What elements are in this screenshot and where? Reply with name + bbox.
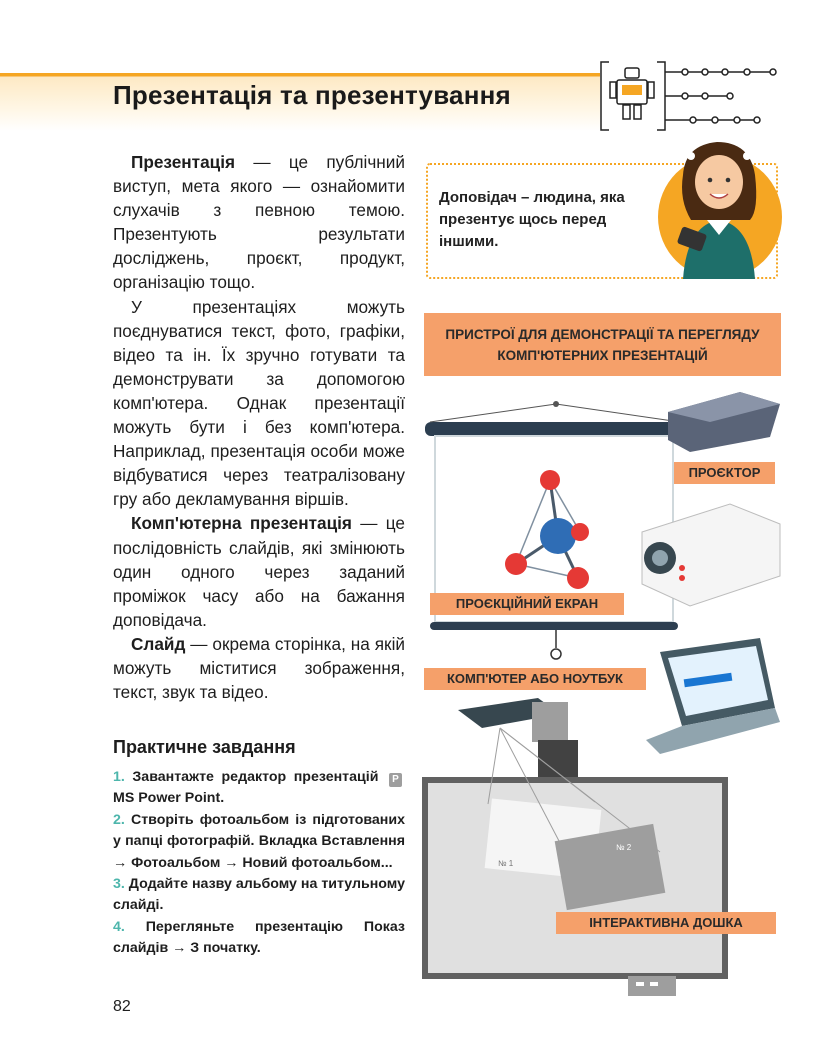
paragraph-text: — це послідовність слайдів, які змінюють один одного через заданий проміжок часу або на бажання доповідача. bbox=[113, 513, 405, 630]
banner-line: КОМП'ЮТЕРНИХ ПРЕЗЕНТАЦІЙ bbox=[497, 347, 708, 363]
task-number: 3. bbox=[113, 876, 125, 893]
task-text: Додайте назву альбому на титульному слайді. bbox=[113, 876, 405, 914]
definition-term: Доповідач bbox=[439, 189, 517, 206]
term-slide: Слайд bbox=[131, 633, 186, 654]
board-label-2: № 2 bbox=[616, 843, 632, 852]
definition-body: – людина, яка презентує щось перед іншими. bbox=[439, 189, 625, 250]
devices-banner bbox=[424, 313, 781, 376]
task-text: Створіть фотоальбом із підготованих у папці фотографій. Вкладка Вставлення → Фотоальбом → Новий фотоальбом... bbox=[113, 811, 405, 871]
task-item bbox=[113, 874, 405, 917]
presenter-girl-image bbox=[655, 140, 785, 285]
task-number: 4. bbox=[113, 918, 125, 935]
term-presentation: Презентація bbox=[131, 152, 236, 172]
tag-interactive-board: ІНТЕРАКТИВНА ДОШКА bbox=[556, 912, 776, 934]
banner-line: ПРИСТРОЇ ДЛЯ ДЕМОНСТРАЦІЇ ТА ПЕРЕГЛЯДУ bbox=[445, 326, 760, 342]
paragraph-combine: У презентаціях можуть поєднуватися текст, фото, графіки, відео та ін. Їх зручно готувати та демонструвати за допомогою комп'ютера. Однак презентації можуть бути і без комп'ютера. Наприклад, презентація особи може відбуватися через театралізовану гру або декламування віршів. bbox=[113, 296, 405, 510]
task-item bbox=[113, 767, 405, 810]
robot-logo bbox=[597, 58, 782, 134]
definition-text bbox=[439, 187, 629, 253]
page-number: 82 bbox=[113, 998, 131, 1015]
task-text: Перегляньте презентацію Показ слайдів → З початку. bbox=[113, 918, 405, 957]
task-number: 2. bbox=[113, 811, 125, 828]
paragraph-presentation bbox=[113, 150, 405, 295]
paragraph-text: — окрема сторінка, на якій можуть міститися зображення, текст, звук та відео. bbox=[113, 633, 405, 703]
task-item bbox=[113, 810, 405, 874]
tag-computer-laptop: КОМП'ЮТЕР АБО НОУТБУК bbox=[424, 668, 646, 690]
task-list bbox=[113, 767, 405, 960]
tag-projection-screen: ПРОЄКЦІЙНИЙ ЕКРАН bbox=[430, 593, 624, 615]
task-text: MS Power Point. bbox=[113, 790, 225, 807]
main-text bbox=[113, 150, 405, 704]
paragraph-slide bbox=[113, 632, 405, 704]
board-label-1: № 1 bbox=[498, 859, 514, 868]
powerpoint-icon: P bbox=[389, 773, 402, 787]
paragraph-text: — це публічний виступ, мета якого — ознайомити слухачів з певною темою. Презентують результати досліджень, проєкт, продукт, організацію тощо. bbox=[113, 152, 405, 293]
task-item bbox=[113, 917, 405, 960]
task-text: Завантажте редактор презентацій bbox=[124, 769, 386, 785]
practice-heading: Практичне завдання bbox=[113, 737, 296, 757]
term-computer-presentation: Комп'ютерна презентація bbox=[131, 513, 352, 534]
page-title: Презентація та презентування bbox=[113, 80, 511, 110]
task-number: 1. bbox=[113, 769, 125, 785]
paragraph-computer-presentation bbox=[113, 511, 405, 631]
tag-projector: ПРОЄКТОР bbox=[674, 462, 775, 484]
